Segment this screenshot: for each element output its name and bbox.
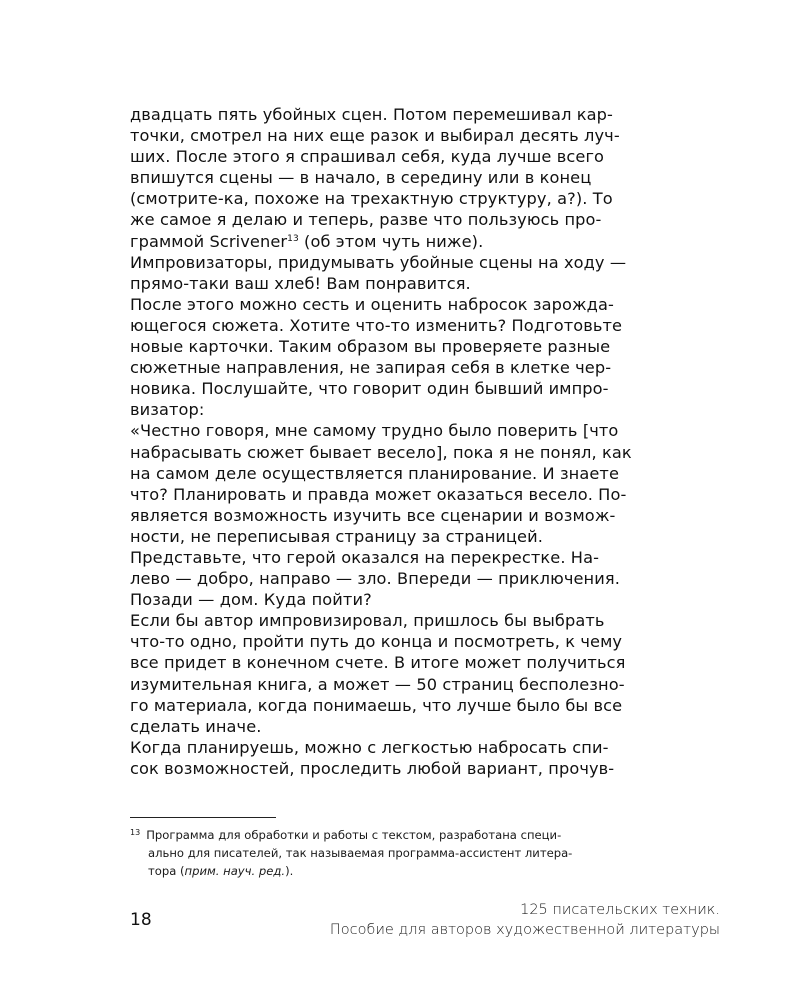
text-line-start: граммой Scrivener: [130, 231, 288, 251]
text-line: изумительная книга, а может — 50 страниц бесполезно-: [130, 674, 625, 694]
footnote-line: [130, 862, 730, 880]
footnote-text: тора (: [148, 864, 185, 878]
text-line: точки, смотрел на них еще разок и выбирал десять луч-: [130, 126, 620, 146]
text-line: го материала, когда понимаешь, что лучше было бы все: [130, 695, 623, 715]
footnote-reference[interactable]: 13: [287, 233, 299, 244]
book-subtitle: Пособие для авторов художественной литературы: [329, 922, 720, 938]
text-line-end: (об этом чуть ниже).: [298, 231, 484, 251]
footnote-divider: [130, 817, 276, 818]
text-line: прямо-таки ваш хлеб! Вам понравится.: [130, 273, 471, 293]
text-line: После этого можно сесть и оценить набросок зарожда-: [130, 294, 614, 314]
text-line: на самом деле осуществляется планирование. И знаете: [130, 463, 620, 483]
text-line: визатор:: [130, 400, 205, 420]
text-line: что? Планировать и правда может оказаться весело. По-: [130, 484, 627, 504]
text-line: «Честно говоря, мне самому трудно было поверить [что: [130, 421, 619, 441]
footnote-text: Программа для обработки и работы с текстом, разработана специ-: [146, 828, 562, 842]
text-line: Когда планируешь, можно с легкостью набросать спи-: [130, 737, 609, 757]
footnote-line: [130, 824, 730, 844]
book-title: 125 писательских техник.: [520, 902, 720, 918]
footnote-mark: 13: [130, 828, 141, 837]
page-number: 18: [130, 910, 152, 930]
text-line: двадцать пять убойных сцен. Потом перемешивал кар-: [130, 105, 613, 124]
text-line: новые карточки. Таким образом вы проверяете разные: [130, 337, 611, 357]
text-line: все придет в конечном счете. В итоге может получиться: [130, 653, 626, 673]
text-line: новика. Послушайте, что говорит один бывший импро-: [130, 379, 609, 399]
text-line: сюжетные направления, не запирая себя в клетке чер-: [130, 358, 612, 378]
running-footer: [330, 900, 720, 940]
text-line: Представьте, что герой оказался на перекрестке. На-: [130, 547, 600, 567]
text-line: набрасывать сюжет бывает весело], пока я не понял, как: [130, 442, 632, 462]
text-line: что-то одно, пройти путь до конца и посмотреть, к чему: [130, 632, 623, 652]
footnote-italic-note: прим. науч. ред.: [184, 864, 286, 878]
text-line: Позади — дом. Куда пойти?: [130, 590, 372, 610]
body-text: [130, 104, 730, 779]
text-line: впишутся сцены — в начало, в середину или в конец: [130, 168, 592, 188]
text-line: является возможность изучить все сценарии и возмож-: [130, 505, 616, 525]
text-line: Если бы автор импровизировал, пришлось бы выбрать: [130, 611, 605, 631]
text-line: (смотрите-ка, похоже на трехактную структуру, а?). То: [130, 189, 613, 209]
text-line: сок возможностей, проследить любой вариант, прочув-: [130, 758, 615, 778]
footnote-line: ально для писателей, так называемая программа-ассистент литера-: [148, 846, 573, 860]
text-line: сделать иначе.: [130, 716, 262, 736]
footnote: [130, 824, 730, 880]
text-line: лево — добро, направо — зло. Впереди — приключения.: [130, 569, 620, 589]
text-line: же самое я делаю и теперь, разве что пользуюсь про-: [130, 210, 602, 230]
text-line: Импровизаторы, придумывать убойные сцены на ходу —: [130, 252, 627, 272]
footnote-text: ).: [285, 864, 294, 878]
text-line: ющегося сюжета. Хотите что-то изменить? Подготовьте: [130, 315, 623, 335]
text-line: ших. После этого я спрашивал себя, куда лучше всего: [130, 147, 605, 167]
text-line: ности, не переписывая страницу за страницей.: [130, 526, 543, 546]
text-line: [130, 231, 730, 252]
